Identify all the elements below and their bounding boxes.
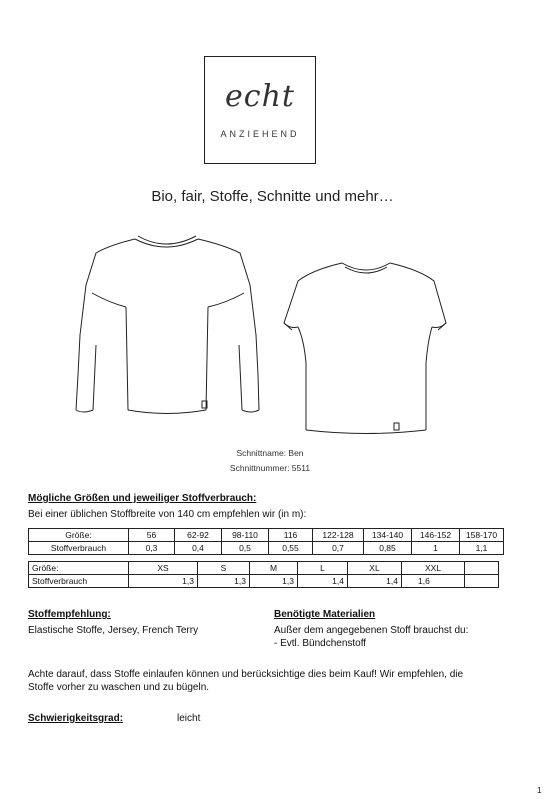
- usage-cell: 0,5: [222, 542, 269, 555]
- usage-cell: 1,3: [129, 575, 198, 588]
- logo-subtitle: ANZIEHEND: [220, 129, 300, 139]
- row-label-size: Größe:: [29, 529, 129, 542]
- usage-cell: 1,6: [402, 575, 465, 588]
- materials-line-2: - Evtl. Bündchenstoff: [274, 638, 367, 649]
- table-row: [29, 575, 499, 588]
- logo-script-text: echt: [225, 79, 295, 114]
- fabric-text: Elastische Stoffe, Jersey, French Terry: [28, 625, 199, 636]
- empty-cell: [465, 562, 499, 575]
- row-label-size: Größe:: [29, 562, 129, 575]
- usage-cell: 0,3: [129, 542, 175, 555]
- size-cell: 98-110: [222, 529, 269, 542]
- usage-cell: 0,85: [364, 542, 412, 555]
- size-cell: 158-170: [460, 529, 504, 542]
- usage-cell: 1: [412, 542, 460, 555]
- difficulty-label: Schwierigkeitsgrad:: [28, 713, 124, 724]
- garment-illustrations: [0, 225, 545, 445]
- size-cell: XL: [348, 562, 402, 575]
- table-row: [29, 562, 499, 575]
- longsleeve-shirt-drawing: [76, 236, 259, 414]
- size-cell: 116: [269, 529, 313, 542]
- empty-cell: [465, 575, 499, 588]
- brand-logo: [204, 56, 316, 164]
- page-number: 1: [537, 786, 542, 795]
- size-cell: S: [198, 562, 250, 575]
- table-row: [29, 529, 504, 542]
- usage-cell: 1,4: [298, 575, 348, 588]
- difficulty-value: leicht: [177, 713, 201, 724]
- usage-cell: 0,55: [269, 542, 313, 555]
- sizes-intro: Bei einer üblichen Stoffbreite von 140 cm empfehlen wir (in m):: [28, 509, 307, 520]
- usage-cell: 1,4: [348, 575, 402, 588]
- note-line-1: Achte darauf, dass Stoffe einlaufen können und berücksichtige dies beim Kauf! Wir empfehlen, die: [28, 669, 464, 680]
- usage-cell: 0,4: [175, 542, 222, 555]
- size-table-kids: [28, 528, 504, 555]
- usage-cell: 0,7: [313, 542, 364, 555]
- size-cell: 62-92: [175, 529, 222, 542]
- size-cell: L: [298, 562, 348, 575]
- tshirt-drawing: [284, 263, 446, 434]
- note-line-2: Stoffe vorher zu waschen und zu bügeln.: [28, 682, 210, 693]
- size-cell: 146-152: [412, 529, 460, 542]
- materials-line-1: Außer dem angegebenen Stoff brauchst du:: [274, 625, 469, 636]
- usage-cell: 1,3: [198, 575, 250, 588]
- fabric-heading: Stoffempfehlung:: [28, 609, 111, 620]
- size-cell: 122-128: [313, 529, 364, 542]
- size-cell: 134-140: [364, 529, 412, 542]
- size-table-adults: [28, 561, 499, 588]
- materials-heading: Benötigte Materialien: [274, 609, 376, 620]
- tagline: Bio, fair, Stoffe, Schnitte und mehr…: [151, 188, 394, 205]
- pattern-name-caption: Schnittname: Ben: [236, 448, 304, 458]
- row-label-usage: Stoffverbrauch: [29, 575, 129, 588]
- size-cell: XXL: [402, 562, 465, 575]
- sizes-heading: Mögliche Größen und jeweiliger Stoffverbrauch:: [28, 493, 257, 504]
- row-label-usage: Stoffverbrauch: [29, 542, 129, 555]
- size-cell: 56: [129, 529, 175, 542]
- size-cell: XS: [129, 562, 198, 575]
- pattern-number-caption: Schnittnummer: 5511: [229, 463, 311, 473]
- table-row: [29, 542, 504, 555]
- size-cell: M: [250, 562, 298, 575]
- usage-cell: 1,1: [460, 542, 504, 555]
- usage-cell: 1,3: [250, 575, 298, 588]
